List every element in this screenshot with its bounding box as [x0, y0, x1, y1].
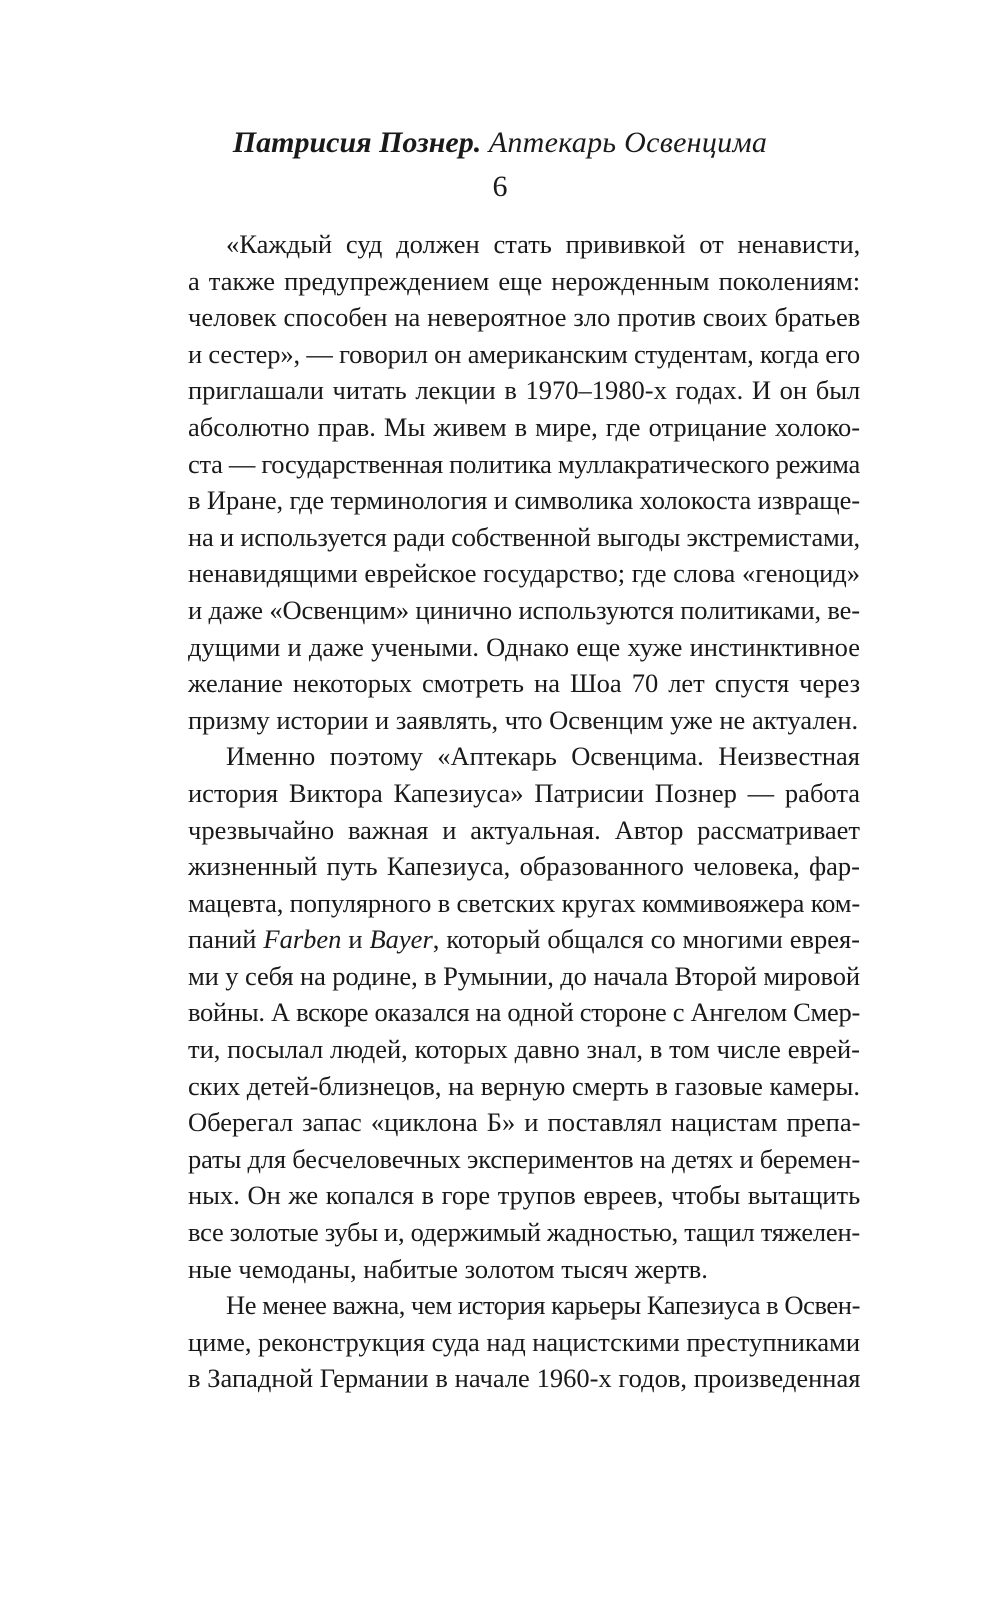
paragraph-1 [150, 226, 860, 738]
running-head-title: Аптекарь Освенцима [488, 126, 768, 159]
text-line: все золотые зубы и, одержимый жадностью, тащил тяжелен- [188, 1217, 860, 1248]
text-line: жизненный путь Капезиуса, образованного человека, фар- [188, 851, 860, 882]
text-line: мацевта, популярного в светских кругах коммивояжера ком- [188, 887, 860, 918]
text-line: Именно поэтому «Аптекарь Освенцима. Неизвестная [226, 741, 860, 772]
text-line-with-italics [150, 921, 860, 958]
text-fragment: , который общался со многими еврея- [432, 924, 860, 955]
text-fragment: паний [188, 924, 264, 955]
company-name-bayer: Bayer [369, 924, 433, 955]
text-line: и даже «Освенцим» цинично используются политиками, ве- [188, 594, 860, 625]
text-fragment: и [341, 924, 370, 955]
running-head [0, 125, 1000, 205]
running-head-line [0, 125, 1000, 161]
text-line: Не менее важна, чем история карьеры Капезиуса в Освен- [226, 1290, 860, 1321]
text-line: абсолютно прав. Мы живем в мире, где отрицание холоко- [188, 411, 861, 442]
text-line: ти, посылал людей, которых давно знал, в том числе еврей- [188, 1034, 860, 1065]
text-line: история Виктора Капезиуса» Патрисии Познер — работа [188, 777, 860, 808]
text-line: ми у себя на родине, в Румынии, до начала Второй мировой [188, 960, 860, 991]
text-line: ные чемоданы, набитые золотом тысяч жертв. [188, 1253, 708, 1284]
text-line: ста — государственная политика муллакратического режима [188, 448, 860, 479]
text-line: ненавидящими еврейское государство; где слова «геноцид» [188, 558, 860, 589]
body-text [150, 226, 860, 1397]
paragraph-3 [150, 1287, 860, 1397]
text-line: чрезвычайно важная и актуальная. Автор рассматривает [188, 814, 860, 845]
text-line: в Иране, где терминология и символика холокоста извраще- [188, 485, 860, 516]
company-name-farben: Farben [263, 924, 342, 955]
text-line: а также предупреждением еще нерожденным поколениям: [188, 265, 861, 296]
paragraph-2 [150, 738, 860, 1287]
text-line: на и используется ради собственной выгоды экстремистами, [188, 521, 860, 552]
text-line: в Западной Германии в начале 1960-х годов, произведенная [188, 1363, 861, 1394]
text-line: ных. Он же копался в горе трупов евреев, чтобы вытащить [188, 1180, 861, 1211]
text-line: войны. А вскоре оказался на одной стороне с Ангелом Смер- [188, 997, 860, 1028]
text-line: ских детей-близнецов, на верную смерть в газовые камеры. [188, 1070, 860, 1101]
text-line: призму истории и заявлять, что Освенцим уже не актуален. [188, 704, 859, 735]
text-line: дущими и даже учеными. Однако еще хуже инстинктивное [188, 631, 860, 662]
text-line: Оберегал запас «циклона Б» и поставлял нацистам препа- [188, 1107, 861, 1138]
running-head-author: Патрисия Познер. [232, 126, 482, 159]
text-line: циме, реконструкция суда над нацистскими преступниками [188, 1326, 860, 1357]
text-line: раты для бесчеловечных экспериментов на детях и беремен- [188, 1143, 860, 1174]
text-line: и сестер», — говорил он американским студентам, когда его [188, 338, 860, 369]
text-line: желание некоторых смотреть на Шоа 70 лет спустя через [188, 668, 861, 699]
page-number: 6 [492, 170, 508, 203]
text-line: человек способен на невероятное зло против своих братьев [188, 302, 861, 333]
text-line: приглашали читать лекции в 1970–1980-х годах. И он был [188, 375, 861, 406]
text-line: «Каждый суд должен стать прививкой от ненависти, [226, 229, 861, 259]
